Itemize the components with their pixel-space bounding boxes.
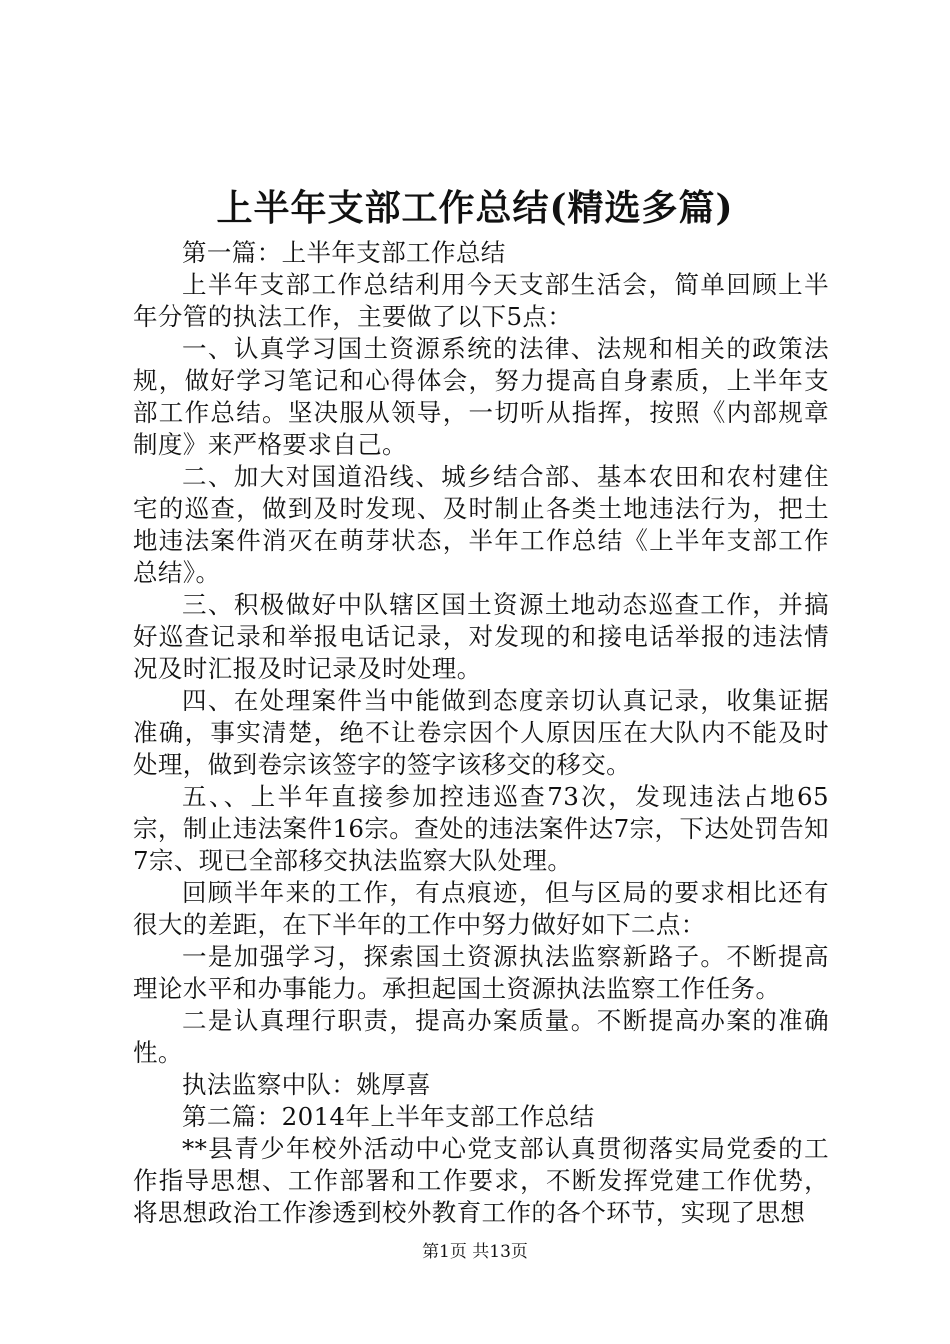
body-paragraph: 一是加强学习，探索国土资源执法监察新路子。不断提高理论水平和办事能力。承担起国土资源执法监察工作任务。 bbox=[133, 942, 829, 1003]
body-paragraph: 一、认真学习国土资源系统的法律、法规和相关的政策法规，做好学习笔记和心得体会，努力提高自身素质，上半年支部工作总结。坚决服从领导，一切听从指挥，按照《内部规章制度》来严格要求自己。 bbox=[133, 334, 829, 459]
body-paragraph: **县青少年校外活动中心党支部认真贯彻落实局党委的工作指导思想、工作部署和工作要求，不断发挥党建工作优势，将思想政治工作渗透到校外教育工作的各个环节，实现了思想 bbox=[133, 1134, 829, 1227]
section-heading-2: 第二篇：2014年上半年支部工作总结 bbox=[182, 1102, 595, 1131]
section-heading-1: 第一篇：上半年支部工作总结 bbox=[182, 238, 506, 267]
signature-line: 执法监察中队：姚厚喜 bbox=[182, 1070, 431, 1099]
body-paragraph: 上半年支部工作总结利用今天支部生活会，简单回顾上半年分管的执法工作，主要做了以下5点： bbox=[133, 270, 829, 331]
document-body bbox=[133, 237, 829, 1229]
document-title: 上半年支部工作总结(精选多篇) bbox=[216, 187, 734, 229]
body-paragraph: 二、加大对国道沿线、城乡结合部、基本农田和农村建住宅的巡查，做到及时发现、及时制止各类土地违法行为，把土地违法案件消灭在萌芽状态，半年工作总结《上半年支部工作总结》。 bbox=[133, 462, 829, 587]
body-paragraph: 三、积极做好中队辖区国土资源土地动态巡查工作，并搞好巡查记录和举报电话记录，对发现的和接电话举报的违法情况及时汇报及时记录及时处理。 bbox=[133, 590, 829, 683]
page-number-footer: 第1页 共13页 bbox=[422, 1242, 528, 1262]
body-paragraph: 回顾半年来的工作，有点痕迹，但与区局的要求相比还有很大的差距，在下半年的工作中努力做好如下二点： bbox=[133, 878, 829, 939]
body-paragraph: 五、、上半年直接参加控违巡查73次，发现违法占地65宗，制止违法案件16宗。查处的违法案件达7宗，下达处罚告知7宗、现已全部移交执法监察大队处理。 bbox=[133, 782, 829, 875]
body-paragraph: 四、在处理案件当中能做到态度亲切认真记录，收集证据准确，事实清楚，绝不让卷宗因个人原因压在大队内不能及时处理，做到卷宗该签字的签字该移交的移交。 bbox=[133, 686, 829, 779]
body-paragraph: 二是认真理行职责，提高办案质量。不断提高办案的准确性。 bbox=[133, 1006, 829, 1067]
